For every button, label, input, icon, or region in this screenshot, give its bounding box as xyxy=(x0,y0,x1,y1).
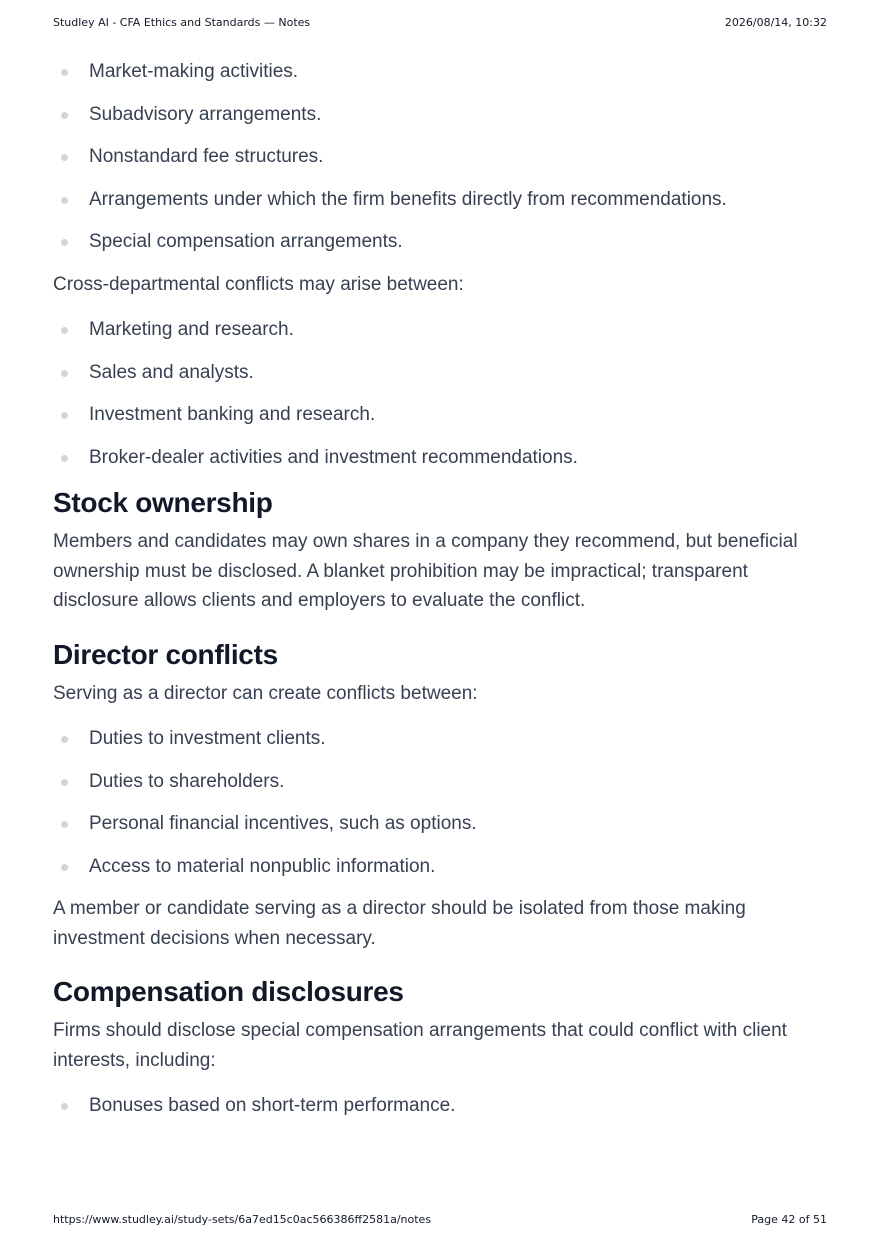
list-item-text: Special compensation arrangements. xyxy=(89,231,403,252)
compensation-disclosures-intro: Firms should disclose special compensation arrangements that could conflict with client interests, including: xyxy=(53,1020,787,1071)
compensation-list xyxy=(53,1091,827,1120)
list-item-text: Duties to investment clients. xyxy=(89,728,326,749)
list-item-text: Marketing and research. xyxy=(89,319,294,340)
list-item-text: Nonstandard fee structures. xyxy=(89,146,324,167)
cross-departmental-intro: Cross-departmental conflicts may arise between: xyxy=(53,273,464,295)
bullet-dot xyxy=(61,69,68,76)
page-number: Page 42 of 51 xyxy=(751,1213,827,1226)
section-heading-compensation-disclosures: Compensation disclosures xyxy=(53,976,404,1007)
list-item xyxy=(53,57,827,86)
page-url: https://www.studley.ai/study-sets/6a7ed15c0ac566386ff2581a/notes xyxy=(53,1213,432,1226)
document-title: Studley AI - CFA Ethics and Standards — Notes xyxy=(53,16,311,29)
bullet-dot xyxy=(61,1103,68,1110)
list-item-text: Subadvisory arrangements. xyxy=(89,103,322,125)
bullet-dot xyxy=(61,412,68,419)
list-item xyxy=(53,227,827,256)
list-item xyxy=(53,358,827,387)
list-item-text: Broker-dealer activities and investment recommendations. xyxy=(89,446,578,468)
director-conflicts-closing: A member or candidate serving as a director should be isolated from those making investment decisions when necessary. xyxy=(53,898,746,949)
list-item xyxy=(53,852,827,881)
print-datetime: 2026/08/14, 10:32 xyxy=(724,16,827,29)
director-conflicts-list xyxy=(53,724,827,881)
stock-ownership-body: Members and candidates may own shares in a company they recommend, but beneficial ownership must be disclosed. A blanket prohibition may be impractical; transparent disclosure allows clients and employers to evaluate the conflict. xyxy=(53,531,798,611)
list-item-text: Access to material nonpublic information. xyxy=(89,855,436,877)
section-heading-director-conflicts: Director conflicts xyxy=(53,638,278,670)
bullet-dot xyxy=(61,154,68,161)
list-item xyxy=(53,315,827,344)
bullet-dot xyxy=(61,370,68,377)
list-item xyxy=(53,400,827,429)
list-item xyxy=(53,142,827,171)
bullet-dot xyxy=(61,197,68,204)
list-item xyxy=(53,809,827,838)
list-item xyxy=(53,443,827,472)
list-item xyxy=(53,185,827,214)
list-item-text: Duties to shareholders. xyxy=(89,770,285,792)
bullet-dot xyxy=(61,327,68,334)
list-item-text: Personal financial incentives, such as options. xyxy=(89,813,477,834)
list-item xyxy=(53,767,827,796)
list-item xyxy=(53,1091,827,1120)
list-item xyxy=(53,724,827,753)
page-header xyxy=(53,16,827,29)
bullet-dot xyxy=(61,239,68,246)
list-item-text: Arrangements under which the firm benefits directly from recommendations. xyxy=(89,188,727,210)
list-item-text: Bonuses based on short-term performance. xyxy=(89,1095,456,1116)
bullet-dot xyxy=(61,779,68,786)
list-item-text: Market-making activities. xyxy=(89,61,299,82)
conflict-sources-list xyxy=(53,57,827,256)
bullet-dot xyxy=(61,821,68,828)
bullet-dot xyxy=(61,736,68,743)
list-item xyxy=(53,100,827,129)
notes-content xyxy=(53,48,827,1134)
list-item-text: Sales and analysts. xyxy=(89,361,254,383)
section-heading-stock-ownership: Stock ownership xyxy=(53,487,273,518)
bullet-dot xyxy=(61,864,68,871)
bullet-dot xyxy=(61,455,68,462)
cross-departmental-list xyxy=(53,315,827,472)
page-footer xyxy=(53,1213,827,1226)
list-item-text: Investment banking and research. xyxy=(89,404,376,425)
bullet-dot xyxy=(61,112,68,119)
director-conflicts-intro: Serving as a director can create conflicts between: xyxy=(53,682,478,704)
